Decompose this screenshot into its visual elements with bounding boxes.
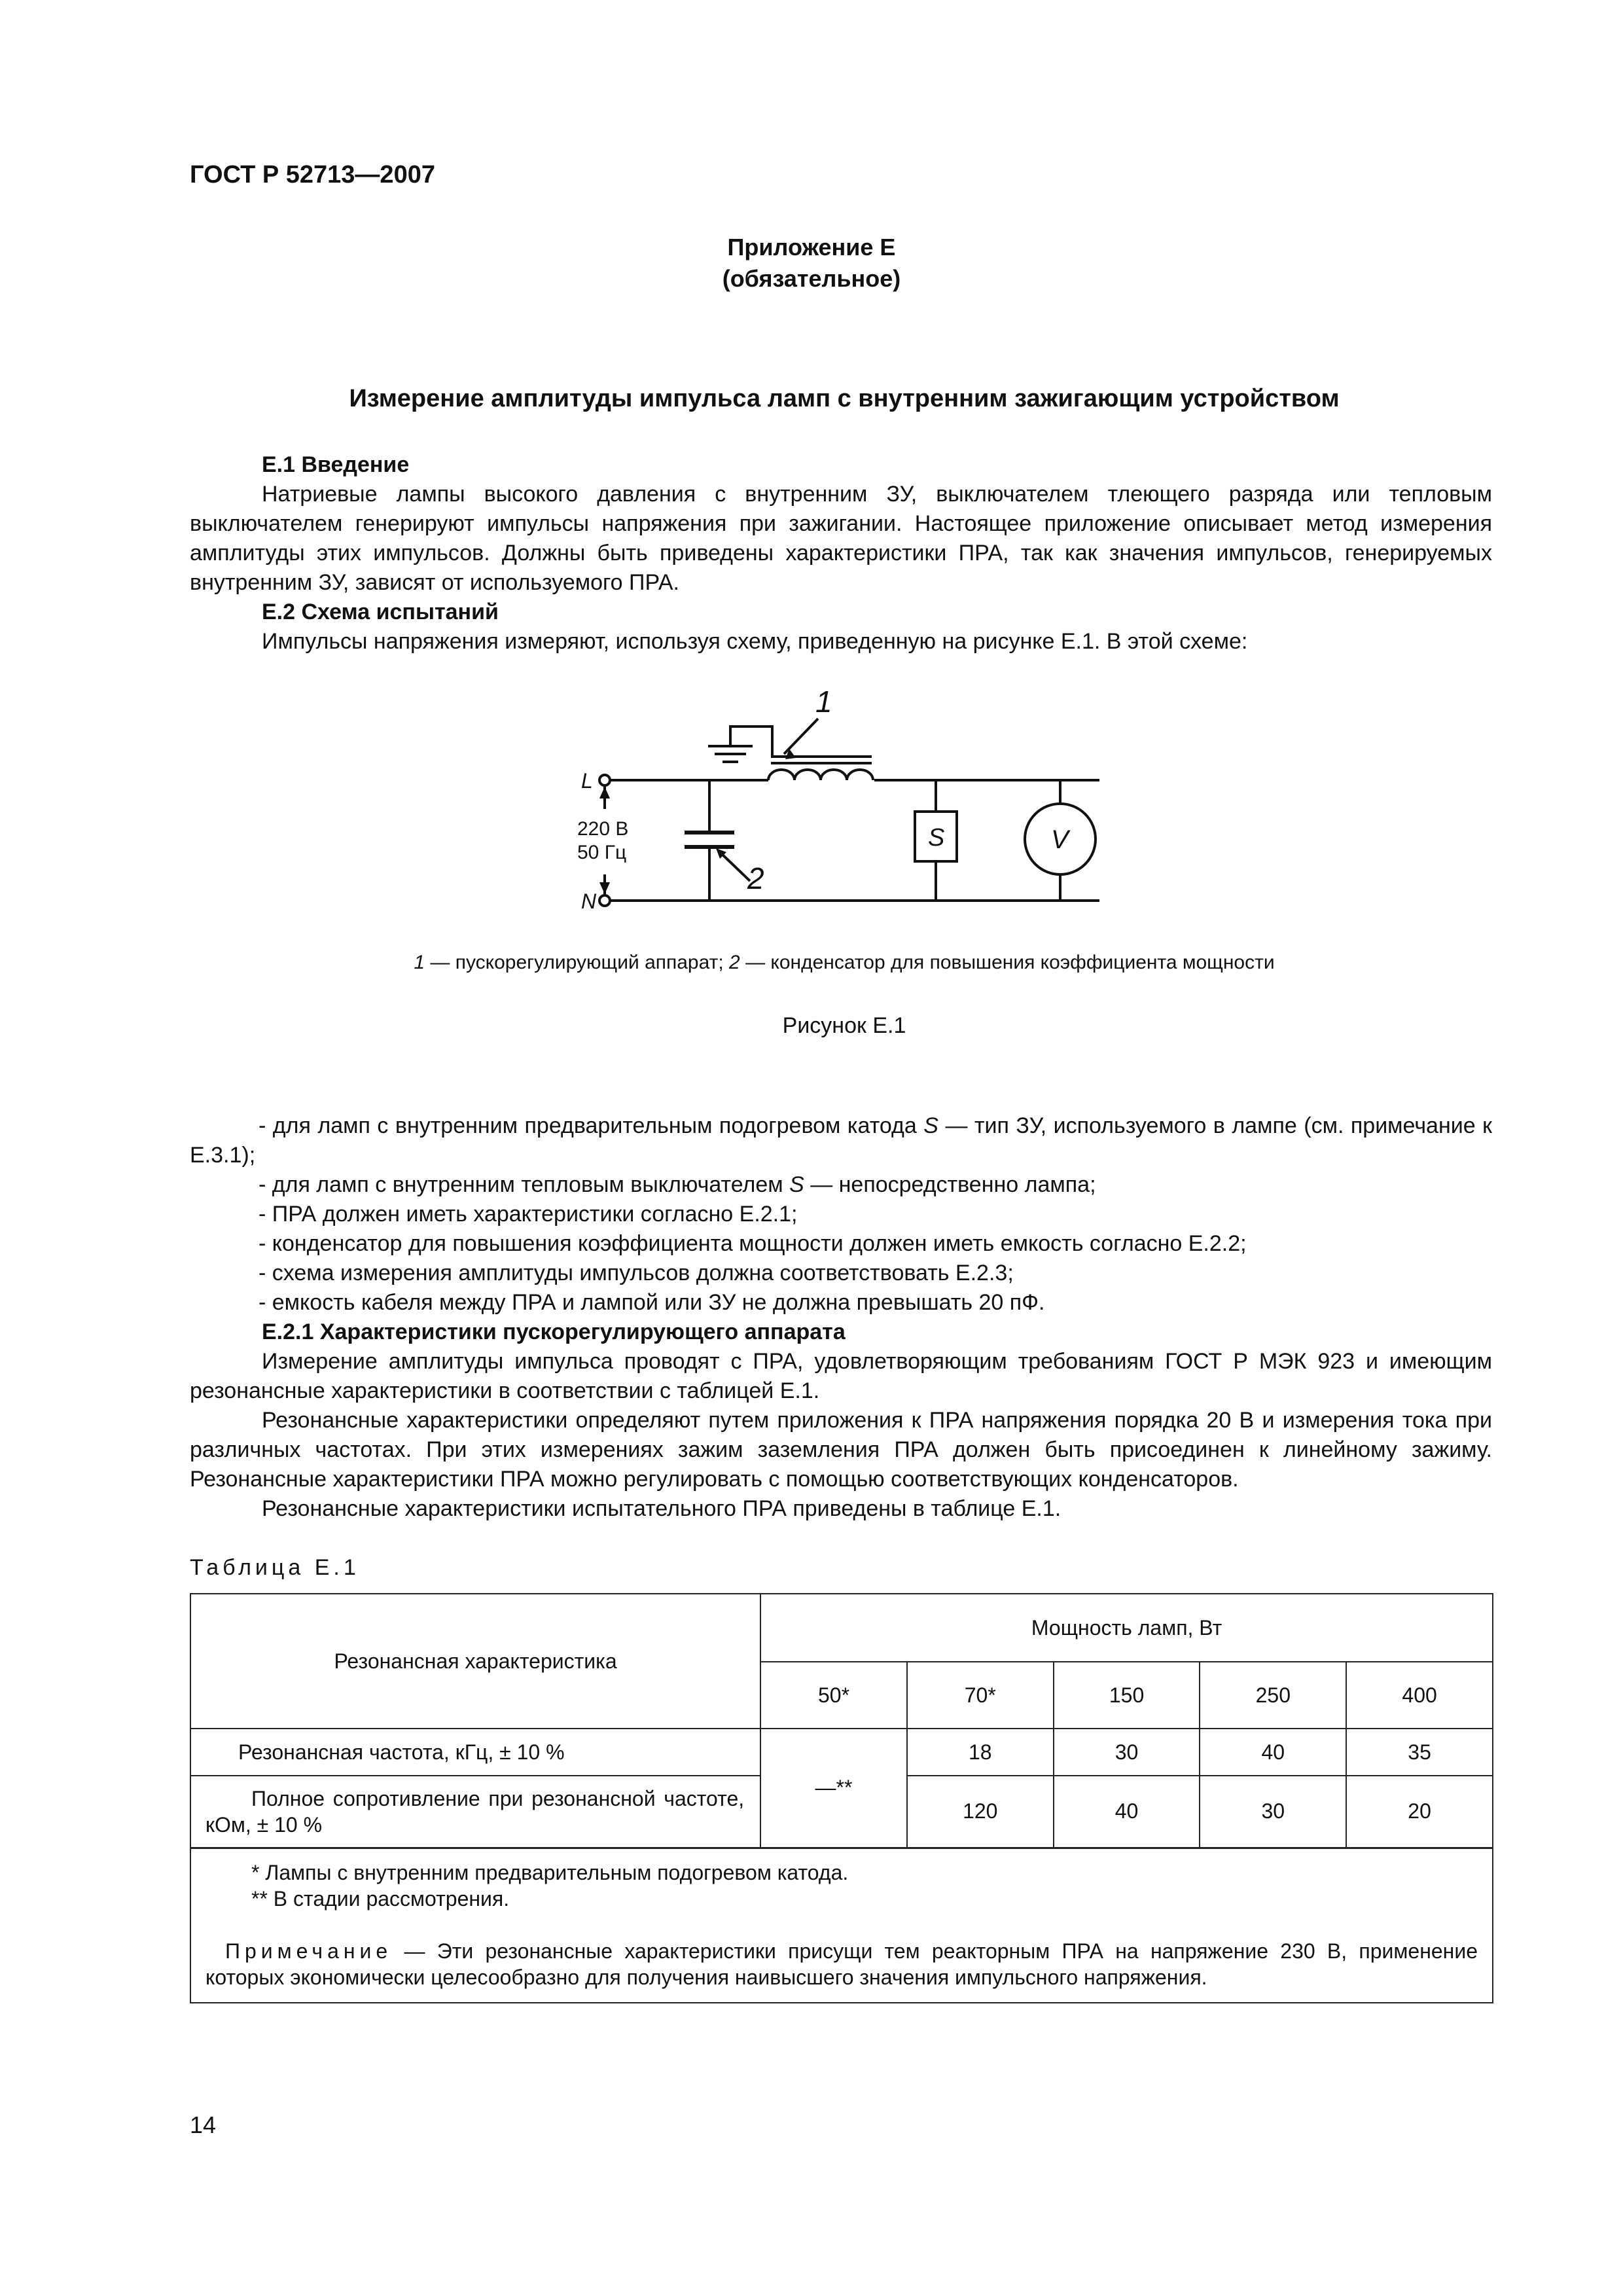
row2-label: [190, 1776, 760, 1848]
header-power-250: 250: [1200, 1662, 1346, 1729]
resonance-table: [190, 1593, 1493, 2003]
list-item-3: - ПРА должен иметь характеристики согласно Е.2.1;: [259, 1202, 798, 1227]
row2-value-400: 20: [1346, 1776, 1493, 1848]
list-item-2-s: S: [789, 1172, 804, 1197]
header-power-50: 50*: [760, 1662, 907, 1729]
table-notes: [190, 1848, 1493, 2003]
list-item-1: [190, 1111, 1492, 1170]
table-notes-row: [190, 1848, 1493, 2003]
row2-value-70: 120: [907, 1776, 1054, 1848]
section-e2-text: Импульсы напряжения измеряют, используя схему, приведенную на рисунке Е.1. В этой схеме:: [262, 629, 1248, 654]
note-text: — Эти резонансные характеристики присущи тем реакторным ПРА на напряжение 230 В, применение которых экономически целесообразно для получения наивысшего значения импульсного напряжения.: [205, 1939, 1478, 1989]
row2-value-150: 40: [1054, 1776, 1200, 1848]
frequency-label: 50 Гц: [577, 842, 627, 863]
footnote-1: * Лампы с внутренним предварительным подогревом катода.: [251, 1860, 849, 1884]
header-characteristic: Резонансная характеристика: [190, 1594, 760, 1729]
label-1-leader: [784, 719, 818, 754]
caption-text-1: — пускорегулирующий аппарат;: [425, 952, 730, 973]
appendix-status: (обязательное): [722, 265, 901, 292]
list-item-4: - конденсатор для повышения коэффициента мощности должен иметь емкость согласно Е.2.2;: [259, 1231, 1247, 1256]
row2-value-250: 30: [1200, 1776, 1346, 1848]
page-number: 14: [190, 2111, 217, 2138]
list-item-5: - схема измерения амплитуды импульсов должна соответствовать Е.2.3;: [259, 1261, 1014, 1285]
intro-section: [190, 450, 1492, 656]
s-label: S: [928, 824, 945, 852]
header-power-150: 150: [1054, 1662, 1200, 1729]
note-label: Примечание: [225, 1939, 393, 1963]
list-item-6: - емкость кабеля между ПРА и лампой или ЗУ не должна превышать 20 пФ.: [259, 1290, 1045, 1315]
voltage-label: 220 В: [577, 818, 629, 840]
terminal-l: [599, 775, 610, 785]
header-power-400: 400: [1346, 1662, 1493, 1729]
table-note: [205, 1938, 1478, 1990]
row1-label: [190, 1729, 760, 1776]
list-item-2: [190, 1170, 1492, 1200]
section-e1-heading: Е.1 Введение: [262, 452, 410, 477]
row2-label-text: Полное сопротивление при резонансной частоте, кОм, ± 10 %: [205, 1786, 745, 1837]
footnote-2: ** В стадии рассмотрения.: [251, 1886, 510, 1910]
list-item-1-b: — тип ЗУ, используемого в лампе (см. примечание к Е.3.1);: [190, 1113, 1493, 1168]
section-e2-heading: Е.2 Схема испытаний: [262, 600, 499, 624]
caption-num-2: 2: [729, 952, 740, 973]
row1-value-400: 35: [1346, 1729, 1493, 1776]
header-power-70: 70*: [907, 1662, 1054, 1729]
v-label: V: [1051, 825, 1069, 854]
label-2-leader: [720, 852, 750, 881]
section-e21-p1: Измерение амплитуды импульса проводят с ПРА, удовлетворяющим требованиям ГОСТ Р МЭК 923 и имеющим резонансные характеристики в соответствии с таблицей Е.1.: [190, 1349, 1492, 1403]
arrow-down-head: [599, 882, 610, 894]
table-title: Таблица Е.1: [190, 1555, 360, 1580]
table-row: [190, 1729, 1493, 1776]
caption-text-2: — конденсатор для повышения коэффициента мощности: [740, 952, 1275, 973]
standard-header: ГОСТ Р 52713—2007: [190, 161, 435, 188]
conditions-section: [190, 1111, 1492, 1524]
section-e21-p3: Резонансные характеристики испытательного ПРА приведены в таблице Е.1.: [262, 1496, 1061, 1521]
section-e21-p2: Резонансные характеристики определяют путем приложения к ПРА напряжения порядка 20 В и измерения тока при различных частотах. При этих измерениях зажим заземления ПРА должен быть присоединен к линейному зажиму. Резонансные характеристики ПРА можно регулировать с помощью соответствующих конденсаторов.: [190, 1408, 1492, 1492]
row1-label-text: Резонансная частота, кГц, ± 10 %: [238, 1740, 565, 1764]
appendix-name: Приложение Е: [727, 234, 896, 260]
header-lamp-power: Мощность ламп, Вт: [760, 1594, 1493, 1662]
label-n: N: [581, 889, 597, 913]
merged-50w-cell: —**: [760, 1729, 907, 1848]
ground-wire: [730, 726, 772, 757]
list-item-1-a: - для ламп с внутренним предварительным подогревом катода: [259, 1113, 924, 1138]
terminal-n: [599, 895, 610, 906]
list-item-2-b: — непосредственно лампа;: [804, 1172, 1096, 1197]
label-l: L: [581, 769, 593, 793]
appendix-heading: [0, 232, 1623, 295]
table-header-row-1: [190, 1594, 1493, 1662]
caption-num-1: 1: [414, 952, 425, 973]
row1-value-150: 30: [1054, 1729, 1200, 1776]
list-item-1-s: S: [923, 1113, 938, 1138]
figure-caption: [190, 952, 1499, 974]
inductor-coil: [768, 770, 873, 780]
section-e21-heading: Е.2.1 Характеристики пускорегулирующего аппарата: [262, 1319, 846, 1344]
arrow-up-head: [599, 787, 610, 798]
page-title: Измерение амплитуды импульса ламп с внутренним зажигающим устройством: [349, 385, 1340, 412]
figure-label: Рисунок Е.1: [782, 1013, 906, 1038]
row1-value-250: 40: [1200, 1729, 1346, 1776]
circuit-diagram: [563, 681, 1126, 929]
list-item-2-a: - для ламп с внутренним тепловым выключателем: [259, 1172, 790, 1197]
label-1: 1: [815, 685, 832, 719]
section-e1-text: Натриевые лампы высокого давления с внутренним ЗУ, выключателем тлеющего разряда или тепловым выключателем генерируют импульсы напряжения при зажигании. Настоящее приложение описывает метод измерения амплитуды этих импульсов. Должны быть приведены характеристики ПРА, так как значения импульсов, генерируемых внутренним ЗУ, зависят от используемого ПРА.: [190, 482, 1492, 595]
label-2: 2: [747, 861, 764, 895]
row1-value-70: 18: [907, 1729, 1054, 1776]
